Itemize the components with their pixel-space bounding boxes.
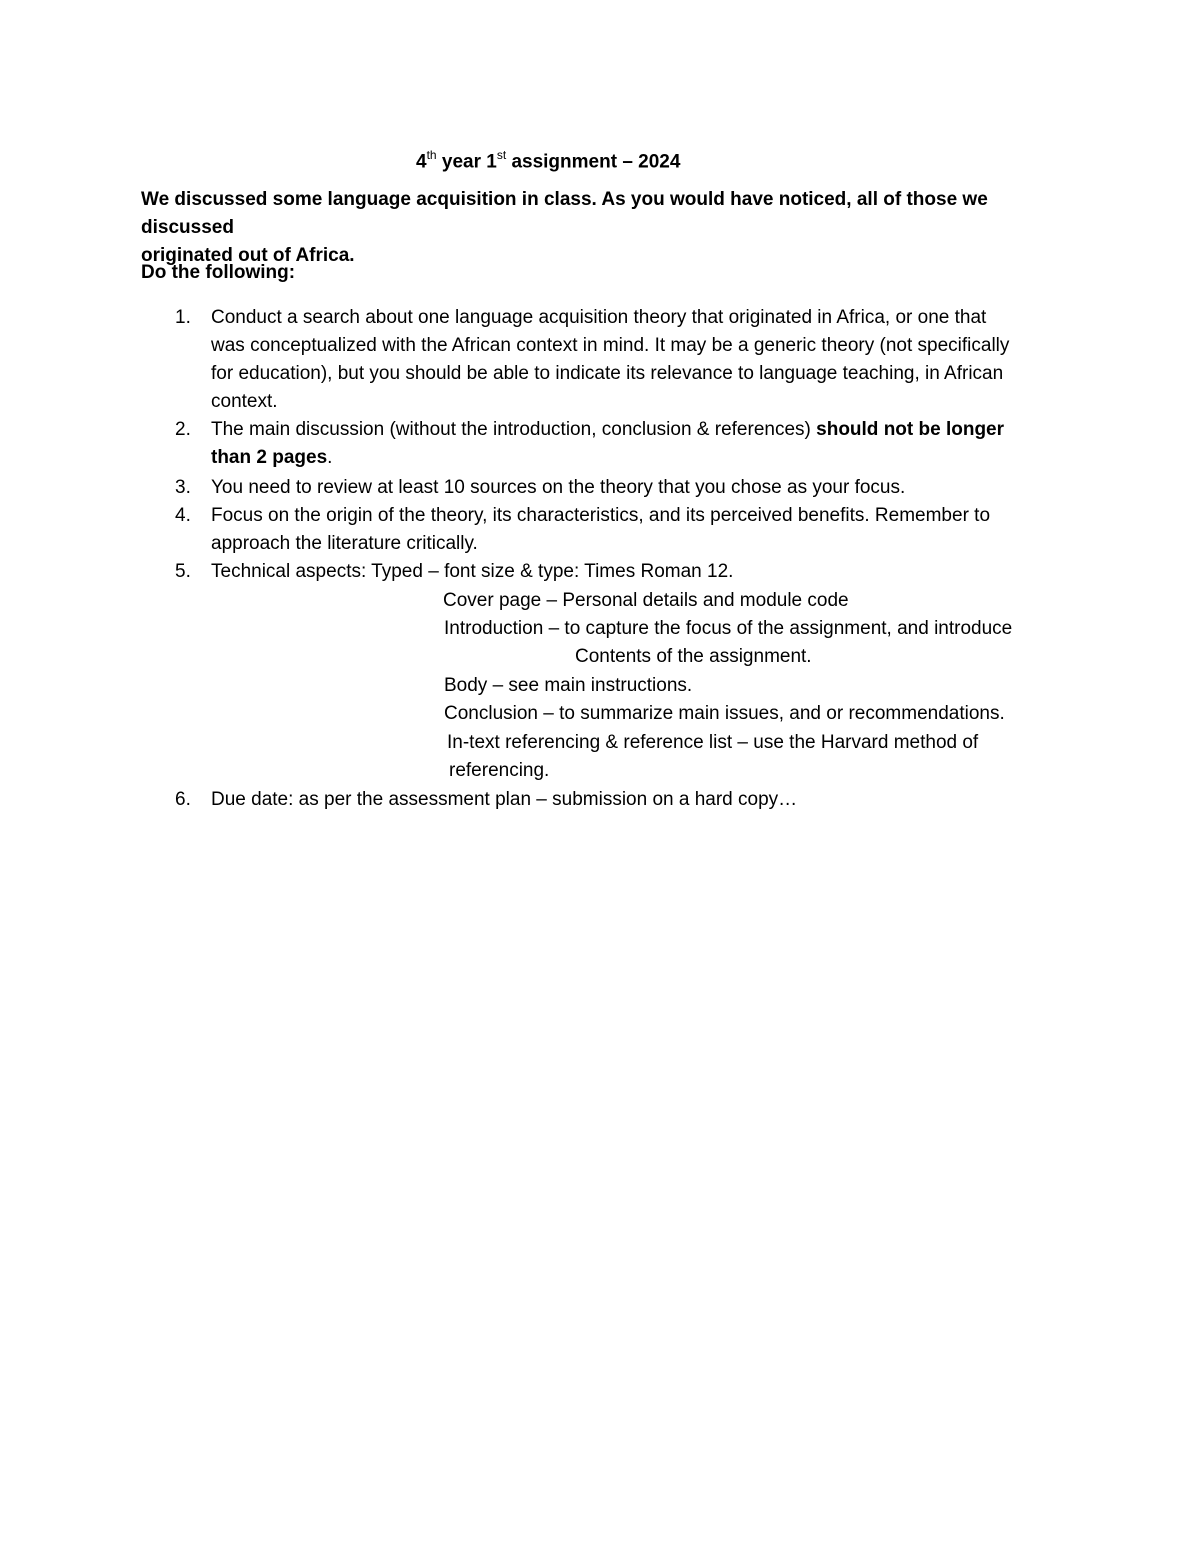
title-rest: assignment – 2024 xyxy=(506,151,681,173)
list-item-text xyxy=(211,502,1061,558)
list-item-text-bold: than 2 pages xyxy=(211,447,328,468)
title-mid: year 1 xyxy=(436,151,497,173)
title-number-suffix: th xyxy=(426,148,437,162)
intro-line: originated out of Africa. xyxy=(141,245,355,266)
sub-item-introduction: Introduction – to capture the focus of the assignment, and introduce xyxy=(444,618,1013,639)
sub-item-cover-page: Cover page – Personal details and module code xyxy=(443,590,849,611)
list-item-number: 5. xyxy=(175,561,191,582)
sub-item-referencing-cont: referencing. xyxy=(449,760,550,781)
list-item-line xyxy=(211,416,1061,444)
page-title xyxy=(416,143,680,175)
list-item-line: Focus on the origin of the theory, its characteristics, and its perceived benefits. Remember to xyxy=(211,505,991,526)
list-item-text xyxy=(211,786,1061,814)
list-item-number: 6. xyxy=(175,789,191,810)
list-item-text xyxy=(211,474,1061,502)
list-item-line: for education), but you should be able to indicate its relevance to language teaching, in African xyxy=(211,363,1004,384)
sub-item-introduction-cont: Contents of the assignment. xyxy=(575,646,812,667)
list-item-text xyxy=(211,558,1061,586)
list-item-number: 2. xyxy=(175,419,191,440)
list-item-text-bold: should not be longer xyxy=(816,419,1005,440)
list-item-line: was conceptualized with the African context in mind. It may be a generic theory (not specifically xyxy=(211,335,1010,356)
sub-item-body: Body – see main instructions. xyxy=(444,675,693,696)
sub-item-conclusion: Conclusion – to summarize main issues, and or recommendations. xyxy=(444,703,1005,724)
list-item-line: You need to review at least 10 sources on the theory that you chose as your focus. xyxy=(211,477,906,498)
list-item-line: Conduct a search about one language acquisition theory that originated in Africa, or one that xyxy=(211,307,987,328)
list-item-number: 3. xyxy=(175,477,191,498)
list-item-line: Due date: as per the assessment plan – submission on a hard copy… xyxy=(211,789,798,810)
list-item-line: approach the literature critically. xyxy=(211,533,478,554)
instructions-heading: Do the following: xyxy=(141,262,296,283)
list-item-number: 1. xyxy=(175,307,191,328)
list-item-text xyxy=(211,416,1061,472)
intro-paragraph xyxy=(141,186,1081,270)
list-item-number: 4. xyxy=(175,505,191,526)
intro-line: We discussed some language acquisition in class. As you would have noticed, all of those we discussed xyxy=(141,189,988,238)
list-item-text xyxy=(211,304,1061,416)
title-number: 4 xyxy=(416,151,427,173)
list-item-line: Technical aspects: Typed – font size & type: Times Roman 12. xyxy=(211,561,734,582)
list-item-line xyxy=(211,444,1061,472)
sub-item-referencing: In-text referencing & reference list – use the Harvard method of xyxy=(447,732,979,753)
list-item-line: context. xyxy=(211,391,278,412)
list-item-text-normal: The main discussion (without the introduction, conclusion & references) xyxy=(211,419,817,440)
title-ordinal-suffix: st xyxy=(496,148,507,162)
list-item-text-normal: . xyxy=(327,447,333,468)
